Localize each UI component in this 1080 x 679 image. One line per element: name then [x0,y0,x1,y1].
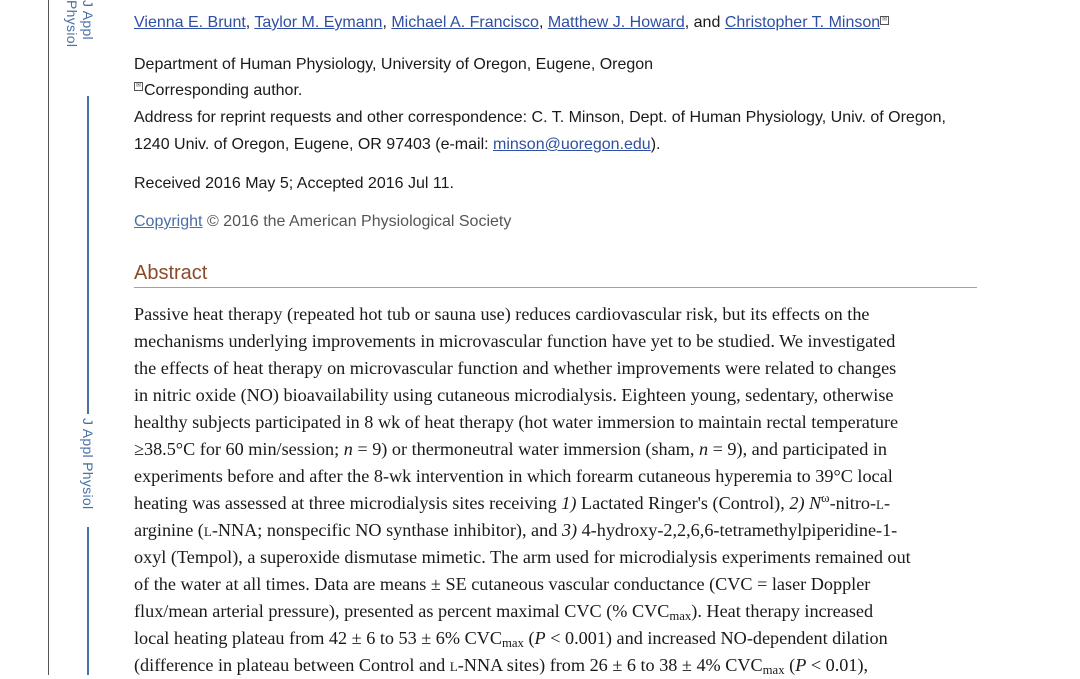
received-dates: Received 2016 May 5; Accepted 2016 Jul 11. [134,175,454,192]
abstract-line: the effects of heat therapy on microvascular function and whether improvements were related to changes [134,358,897,378]
address-suffix: ). [650,136,661,153]
copyright-link[interactable]: Copyright [134,213,203,230]
address-line-1: Address for reprint requests and other correspondence: C. T. Minson, Dept. of Human Physiology, Univ. of Oregon, [134,109,946,126]
sidebar-rule-bottom [87,527,89,675]
address-line-2 [134,136,660,154]
abstract-heading: Abstract [134,262,208,284]
abstract-line: flux/mean arterial pressure), presented as percent maximal CVC (% $CVC_{max}$). Heat therapy increased [134,601,874,623]
author-link[interactable]: Christopher T. Minson [724,14,881,31]
copyright-line [134,213,511,231]
corresponding-note [134,82,302,100]
abstract-line: in nitric oxide (NO) bioavailability using cutaneous microdialysis. Eighteen young, sedentary, otherwise [134,385,894,405]
author-link[interactable]: Michael A. Francisco [391,14,539,31]
abstract-line: Passive heat therapy (repeated hot tub or sauna use) reduces cardiovascular risk, but its effects on the [134,304,870,324]
author-list: Vienna E. Brunt, Taylor M. Eymann, Michael A. Francisco, Matthew J. Howard, and Christopher T. Minson ✉ [134,14,888,31]
journal-sidebar-label-top: J Appl Physiol [64,0,96,48]
abstract-line: (difference in plateau between Control and l-NNA sites) from 26 ± 6 to 38 ± 4% $CVC_{max}$ (P < 0.01), [134,655,869,677]
abstract-line: heating was assessed at three microdialysis sites receiving 1) Lactated Ringer's (Control), 2) $N^\omega-nitro-l-$ [134,491,891,513]
abstract-divider [134,287,977,288]
corresponding-note-icon: ✉ [135,83,142,89]
abstract-body [134,301,979,679]
author-link[interactable]: Vienna E. Brunt [134,14,246,31]
author-conjunction: and [693,14,721,31]
abstract-line: of the water at all times. Data are means ± SE cutaneous vascular conductance (CVC = laser Doppler [134,574,871,594]
journal-sidebar-label-mid: J Appl Physiol [80,418,96,510]
abstract-line: local heating plateau from 42 ± 6 to 53 ± 6% $CVC_{max}$ (P < 0.001) and increased NO-dependent dilation [134,628,888,650]
page-left-border [48,0,49,675]
corresponding-author-icon[interactable]: ✉ [882,16,888,23]
copyright-text: © 2016 the American Physiological Society [206,213,512,230]
sidebar-rule-top [87,96,89,414]
abstract-line: ≥38.5°C for 60 min/session; n = 9) or thermoneutral water immersion (sham, n = 9), and participated in [134,439,887,459]
corresponding-note-text: Corresponding author. [144,82,303,99]
affiliation: Department of Human Physiology, University of Oregon, Eugene, Oregon [134,56,654,73]
address-prefix: 1240 Univ. of Oregon, Eugene, OR 97403 (e-mail: [134,136,494,153]
author-link[interactable]: Taylor M. Eymann [254,14,383,31]
abstract-line: healthy subjects participated in 8 wk of heat therapy (hot water immersion to maintain rectal temperature [134,412,899,432]
abstract-line: mechanisms underlying improvements in microvascular function have yet to be studied. We investigated [134,331,896,351]
author-link[interactable]: Matthew J. Howard [547,14,685,31]
abstract-line: oxyl (Tempol), a superoxide dismutase mimetic. The arm used for microdialysis experiments remained out [134,547,911,567]
abstract-line: experiments before and after the 8-wk intervention in which forearm cutaneous hyperemia to 39°C local [134,466,893,486]
email-link[interactable]: minson@uoregon.edu [493,136,651,153]
abstract-line: arginine (l-NNA; nonspecific NO synthase inhibitor), and 3) 4-hydroxy-2,2,6,6-tetramethylpiperidine-1- [134,520,898,540]
